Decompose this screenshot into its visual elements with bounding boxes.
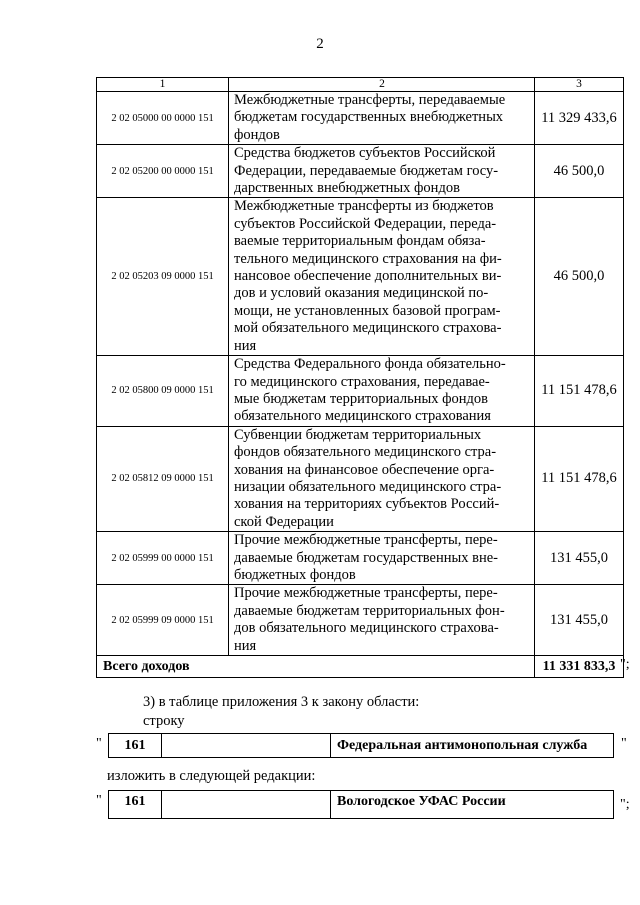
header-col-3: 3 <box>535 78 624 92</box>
row-description-line: мой обязательного медицинского страхова- <box>234 320 502 337</box>
table-row <box>97 92 624 145</box>
row-amount: 46 500,0 <box>535 145 624 198</box>
total-closing-quote: "; <box>620 657 630 672</box>
row-description-line: дов и условий оказания медицинской по- <box>234 285 489 302</box>
row-description-line: хования на финансовое обеспечение орга- <box>234 461 495 478</box>
row-description-line: Межбюджетные трансферты, передаваемые <box>234 92 506 108</box>
row-description-line: дарственных внебюджетных фондов <box>234 180 460 197</box>
page-number: 2 <box>316 36 324 52</box>
table-header-row <box>97 78 624 92</box>
revenue-table <box>96 77 624 678</box>
row-description-line: низации обязательного медицинского стра- <box>234 478 502 495</box>
row-description-line: даваемые бюджетам территориальных фон- <box>234 602 505 619</box>
row-description-line: ской Федерации <box>234 513 334 530</box>
new-row-close-quote: "; <box>620 797 630 812</box>
row-description-line: ния <box>234 337 257 354</box>
row-code: 2 02 05000 00 0000 151 <box>97 92 229 145</box>
row-description-line: ния <box>234 637 257 654</box>
row-code: 2 02 05999 00 0000 151 <box>97 532 229 585</box>
instruction-row: строку <box>143 713 185 729</box>
new-row-empty-cell <box>162 791 331 818</box>
new-row-code: 161 <box>109 791 162 818</box>
row-amount: 11 151 478,6 <box>535 426 624 531</box>
instruction-table-appendix: 3) в таблице приложения 3 к закону области: <box>143 694 420 710</box>
row-amount: 11 151 478,6 <box>535 356 624 427</box>
table-row <box>97 145 624 198</box>
row-code: 2 02 05999 09 0000 151 <box>97 585 229 656</box>
table-row <box>97 585 624 656</box>
row-description-line: мые бюджетам территориальных фондов <box>234 390 488 407</box>
row-description <box>229 426 535 531</box>
row-description <box>229 145 535 198</box>
row-description <box>229 532 535 585</box>
table-row <box>97 356 624 427</box>
row-code: 2 02 05812 09 0000 151 <box>97 426 229 531</box>
row-description <box>229 92 535 145</box>
total-label: Всего доходов <box>97 656 535 678</box>
row-amount: 131 455,0 <box>535 585 624 656</box>
old-row-empty-cell <box>162 734 331 757</box>
old-row-code: 161 <box>109 734 162 757</box>
row-description-line: тельного медицинского страхования на фи- <box>234 250 502 267</box>
old-row-open-quote: " <box>96 736 102 751</box>
total-row <box>97 656 624 678</box>
row-description-line: субъектов Российской Федерации, переда- <box>234 215 497 232</box>
old-row <box>108 733 614 758</box>
instruction-replace: изложить в следующей редакции: <box>107 768 316 784</box>
row-amount: 11 329 433,6 <box>535 92 624 145</box>
row-description-line: Прочие межбюджетные трансферты, пере- <box>234 532 498 549</box>
new-row-name: Вологодское УФАС России <box>337 794 506 809</box>
table-row <box>97 198 624 356</box>
row-description-line: дов обязательного медицинского страхова- <box>234 620 499 637</box>
row-code: 2 02 05800 09 0000 151 <box>97 356 229 427</box>
header-col-1: 1 <box>97 78 229 92</box>
row-description-line: даваемые бюджетам государственных вне- <box>234 549 499 566</box>
row-description-line: обязательного медицинского страхования <box>234 408 491 425</box>
table-row <box>97 426 624 531</box>
header-col-2: 2 <box>229 78 535 92</box>
table-row <box>97 532 624 585</box>
row-amount: 46 500,0 <box>535 198 624 356</box>
row-description-line: Средства бюджетов субъектов Российской <box>234 145 496 162</box>
row-description-line: Прочие межбюджетные трансферты, пере- <box>234 585 498 602</box>
row-description <box>229 198 535 356</box>
total-value: 11 331 833,3 <box>535 656 624 678</box>
new-row-open-quote: " <box>96 793 102 808</box>
old-row-close-quote: " <box>621 736 627 751</box>
row-amount: 131 455,0 <box>535 532 624 585</box>
row-code: 2 02 05203 09 0000 151 <box>97 198 229 356</box>
row-description-line: хования на территориях субъектов Россий- <box>234 496 500 513</box>
row-description-line: фондов <box>234 126 280 143</box>
row-description-line: го медицинского страхования, передавае- <box>234 373 490 390</box>
row-description-line: фондов обязательного медицинского стра- <box>234 444 497 461</box>
row-description-line: бюджетам государственных внебюджетных <box>234 109 504 126</box>
row-description <box>229 356 535 427</box>
row-description-line: Субвенции бюджетам территориальных <box>234 426 482 443</box>
row-description-line: Федерации, передаваемые бюджетам госу- <box>234 162 499 179</box>
row-description-line: Средства Федерального фонда обязательно- <box>234 356 506 373</box>
row-description <box>229 585 535 656</box>
row-description-line: нансовое обеспечение дополнительных ви- <box>234 268 502 285</box>
row-description-line: бюджетных фондов <box>234 566 356 583</box>
old-row-name: Федеральная антимонопольная служба <box>337 738 588 753</box>
row-code: 2 02 05200 00 0000 151 <box>97 145 229 198</box>
row-description-line: ваемые территориальным фондам обяза- <box>234 233 486 250</box>
row-description-line: мощи, не установленных базовой програм- <box>234 302 501 319</box>
new-row <box>108 790 614 819</box>
row-description-line: Межбюджетные трансферты из бюджетов <box>234 198 494 215</box>
